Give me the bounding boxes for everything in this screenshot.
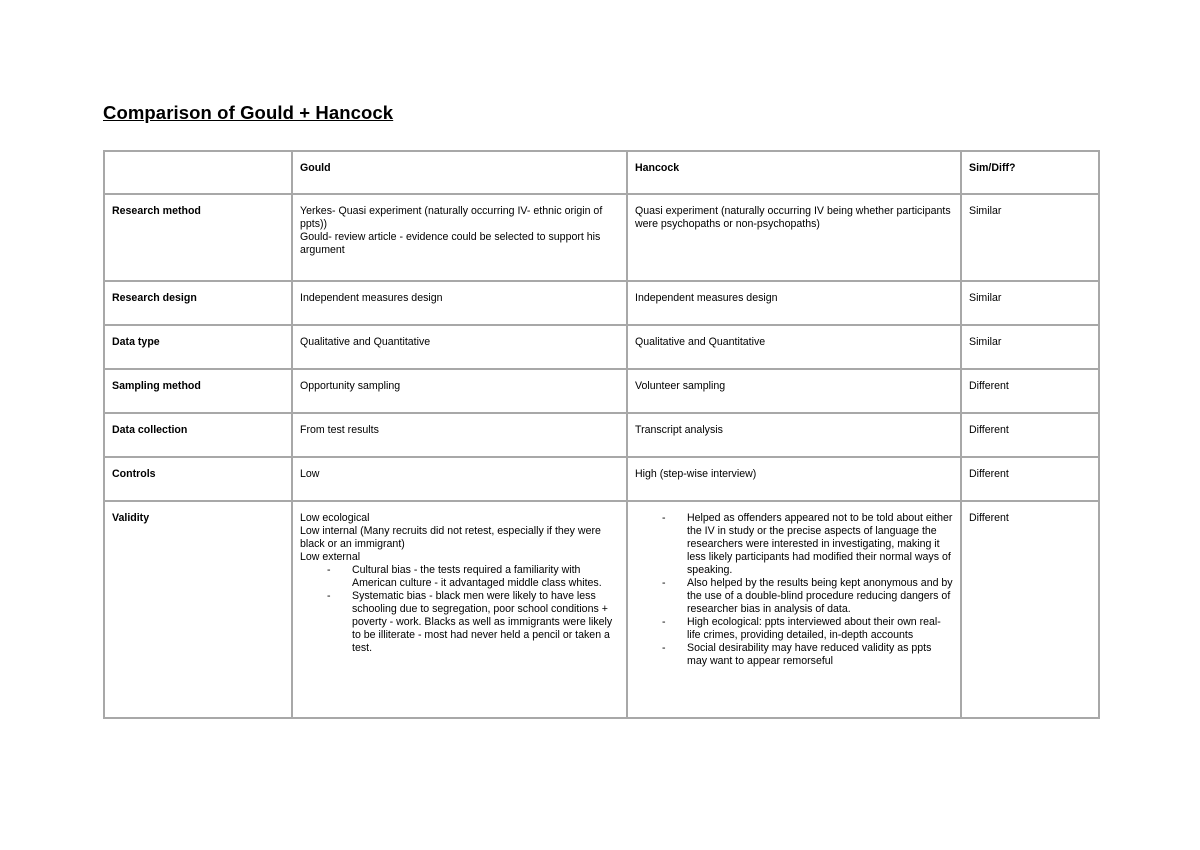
table-row [104,501,1099,718]
table-row [104,281,1099,325]
gould-cell: Independent measures design [292,281,627,325]
simdiff-cell: Different [961,369,1099,413]
header-cell-gould: Gould [292,151,627,194]
hancock-cell: Volunteer sampling [627,369,961,413]
list-item: - Cultural bias - the tests required a familiarity with American culture - it advantaged middle class whites. [300,564,619,590]
row-label: Data collection [104,413,292,457]
comparison-table [103,150,1100,719]
header-cell-simdiff: Sim/Diff? [961,151,1099,194]
gould-cell: Qualitative and Quantitative [292,325,627,369]
header-cell-hancock: Hancock [627,151,961,194]
table-row [104,413,1099,457]
row-label: Validity [104,501,292,718]
list-item: - Systematic bias - black men were likely to have less schooling due to segregation, poor school conditions + poverty - work. Blacks as well as immigrants were likely to be illiterate - most had never held a pencil or taken a test. [300,590,619,655]
cell-line: Yerkes- Quasi experiment (naturally occurring IV- ethnic origin of ppts)) [300,205,603,230]
table-row [104,457,1099,501]
list-item: - Helped as offenders appeared not to be told about either the IV in study or the precise aspects of language the researchers were interested in investigating, making it less likely participants had modified their normal ways of speaking. [635,512,953,577]
hancock-cell: Qualitative and Quantitative [627,325,961,369]
gould-bullet-list [300,564,619,655]
table-header-row [104,151,1099,194]
page-title: Comparison of Gould + Hancock [103,102,394,123]
table-row [104,325,1099,369]
row-label: Research method [104,194,292,281]
gould-cell: Opportunity sampling [292,369,627,413]
cell-line: Gould- review article - evidence could be selected to support his argument [300,231,601,256]
hancock-cell: High (step-wise interview) [627,457,961,501]
simdiff-cell: Similar [961,194,1099,281]
simdiff-cell: Similar [961,281,1099,325]
simdiff-cell: Different [961,501,1099,718]
simdiff-cell: Similar [961,325,1099,369]
row-label: Sampling method [104,369,292,413]
list-item: - Also helped by the results being kept anonymous and by the use of a double-blind procedure reducing dangers of researcher bias in analysis of data. [635,577,953,616]
simdiff-cell: Different [961,413,1099,457]
row-label: Research design [104,281,292,325]
row-label: Controls [104,457,292,501]
gould-cell: From test results [292,413,627,457]
list-item: - Social desirability may have reduced validity as ppts may want to appear remorseful [635,642,953,668]
header-cell-empty [104,151,292,194]
table-row [104,369,1099,413]
cell-line: Low internal (Many recruits did not retest, especially if they were black or an immigrant) [300,525,601,550]
gould-cell [292,501,627,718]
cell-line: Low external [300,551,361,563]
gould-cell: Low [292,457,627,501]
hancock-cell: Transcript analysis [627,413,961,457]
gould-cell [292,194,627,281]
hancock-cell: Independent measures design [627,281,961,325]
list-item: - High ecological: ppts interviewed about their own real-life crimes, providing detailed, in-depth accounts [635,616,953,642]
cell-line: Low ecological [300,512,370,524]
hancock-cell: Quasi experiment (naturally occurring IV being whether participants were psychopaths or non-psychopaths) [627,194,961,281]
hancock-cell [627,501,961,718]
simdiff-cell: Different [961,457,1099,501]
hancock-bullet-list [635,512,953,668]
row-label: Data type [104,325,292,369]
table-row [104,194,1099,281]
